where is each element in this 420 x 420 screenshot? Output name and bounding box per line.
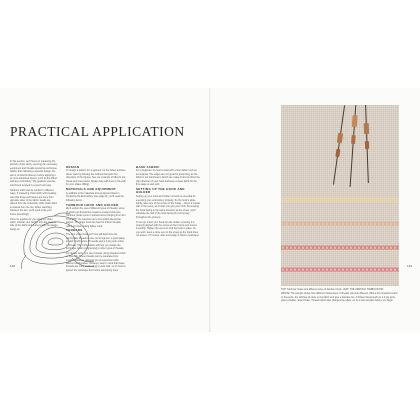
intro-paragraph-1: In this section, we'll focus on mastering the tambour chain stitch, covering the necessary equipment and threads as well as technique. Rather than following a specific design, the aim is to build proficiency before applying it to more advanced pieces, such as the Albert and Eve embroidery. The gradient exercise introduced overleaf is a good next step. <box>10 160 58 187</box>
linen-fabric <box>281 105 399 286</box>
heading-base-fabric: BASE FABRIC <box>136 164 160 169</box>
threads-text-2: For thicker work, you can consider using stranded cotton or floss silk. These threads can be separated into smaller filaments, allowing you to experiment with different thicknesses. However, keep in mind that these threads are more challenging to work with, so it's best to perfect the technique first before attempting them. <box>66 251 126 272</box>
embroidery-photo <box>281 105 399 286</box>
right-page <box>210 88 420 332</box>
page-title: PRACTICAL APPLICATION <box>10 124 185 139</box>
design-column <box>66 164 126 274</box>
photo-caption <box>281 288 399 303</box>
materials-text: In addition to the materials and equipment listed in Preparing the Embroidery (see page 8), you'll need the following items: <box>66 191 124 202</box>
heading-hook-holder: TAMBOUR HOOK AND HOLDER <box>66 202 119 207</box>
embroidery-photo-image <box>281 105 399 286</box>
setting-up-text: Setting up your hook and holder correctly is essential for executing your embroidery properly. So the hook's slope tightly, take care of the screw on the holder – this is a crucial part of the setup, as it helps you grip your hook. By keeping the hook facing in the same direction as the screw, you'll eliminate the risk of the hook facing the wrong way throughout the process. <box>136 195 200 219</box>
threads-text: The size of the hook you'll use will determine the appropriate threads to use. As a beginner, a good place to start is with a fine 80 needle and a 3-ply perle cotton or thread. This combination will help you master the technique before progressing to other types of threads. <box>66 233 125 250</box>
book-spread <box>0 88 420 332</box>
page-number-right: 129 <box>406 264 412 268</box>
intro-paragraph-2: Tambour stitch can be worked in different ways. If mastering chain stitch with beading, note that these techniques are done from opposite sides of the fabric: beads are placed from the underside, while chain stitch is worked from the top. When switching between the two, you'll need to flip your frame accordingly. <box>10 188 58 216</box>
setting-up-text-2: To set up, insert your hook into the holder, ensuring it is properly aligned with the screw so that it turns and moves smoothly. Tighten the screw to lock the hook in place. As you work, keep a close eye on the screw so the hook does not loosen; if it moves, stop and realign it before continuing. <box>136 220 199 238</box>
hook-holder-text: We'll explain the use of different types of threads; some of which can thread size requires a larger hook size. Tambour hooks come in various sizes (ranging from size 70 to 200); the selection up to size 100/2 sheets the largest. The larger sizes are best for thicker threads, with finer sizes suiting lighter work. <box>66 207 126 228</box>
left-page <box>0 88 210 332</box>
heading-design: DESIGN <box>66 164 80 169</box>
heading-threads: THREADS <box>66 228 83 233</box>
design-text: To design a pattern for a garment, for the Albert and Eve dress, start by drawing the outlines that point the directions of the figures. See our example of Albert's ear, cheek and nose below. Always stay with lines to the path for your shape (filling). <box>66 169 126 187</box>
base-fabric-text: For a beginner, it's best to start with a linen fabric such as an organza. The edges are not great for grounding, as the fabric is too translucent, which can make it hard to follow the right direction of your hook and keep a clean fabric for the first stage to start with. <box>136 169 200 187</box>
caption-top: TOP: Tambour hooks and different sizes of tambour hook. LEFT: THE CENTRAL TAMBOUR PIN. <box>281 288 384 291</box>
heading-setting-up: SETTING UP THE HOOK AND HOLDER <box>136 186 185 195</box>
caption-above: ABOVE: The sample shows how different thicknesses of threads can look different. With a thin stranded cotton or fine perle, the stitches sit close to the fabric and give a delicate line. A thicker thread such as a 3-ply perle gives a bolder, raised chain. Thread colour also changes the effect, so try a few samples before you begin. <box>281 292 398 302</box>
page-number-left: 128 <box>10 264 16 268</box>
fabric-column <box>136 164 200 239</box>
intro-paragraph-3: Once it's positive for you solely on chain stitch, transfer your design onto the reverse side of the fabric and frame it with the design facing up. <box>10 217 58 231</box>
heading-materials: MATERIALS AND EQUIPMENT <box>66 186 117 191</box>
